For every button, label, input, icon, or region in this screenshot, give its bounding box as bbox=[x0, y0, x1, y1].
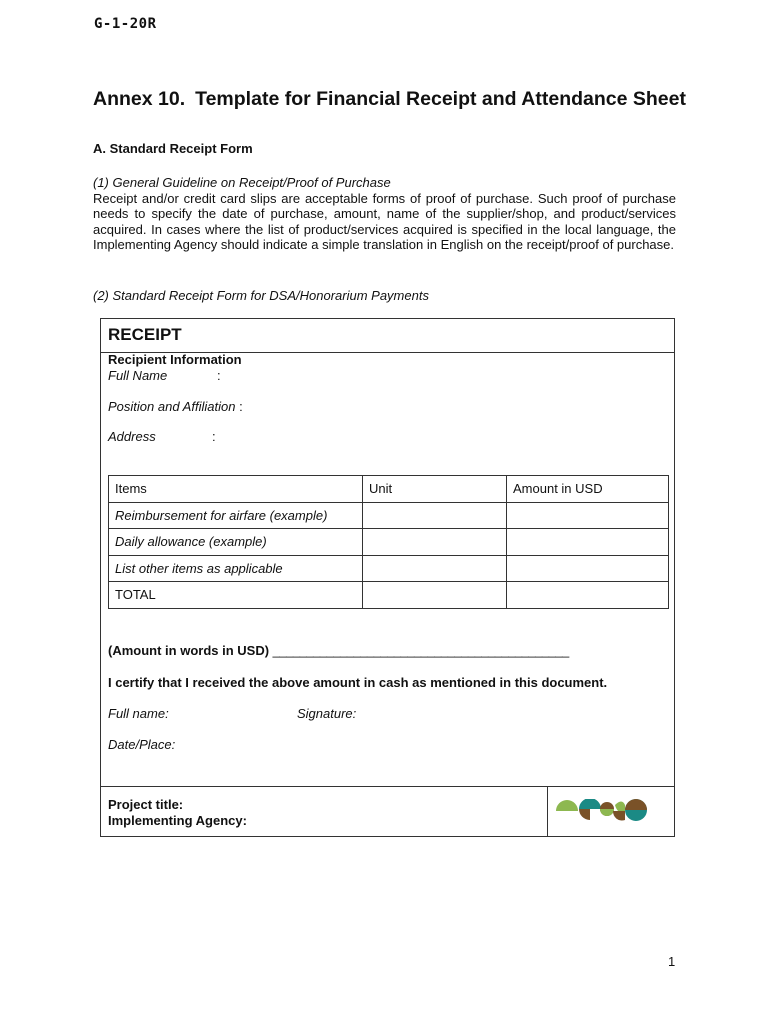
header-unit: Unit bbox=[363, 476, 507, 503]
annex-number: Annex 10. bbox=[93, 88, 186, 110]
row-daily-item: Daily allowance (example) bbox=[109, 529, 363, 556]
full-name-signature-label: Full name: bbox=[108, 706, 169, 721]
address-colon: : bbox=[212, 429, 216, 444]
table-header-row bbox=[109, 476, 669, 503]
total-amount[interactable] bbox=[507, 582, 669, 609]
table-row bbox=[109, 529, 669, 556]
standard-form-heading: (2) Standard Receipt Form for DSA/Honorarium Payments bbox=[93, 288, 429, 303]
receipt-title-row bbox=[101, 319, 674, 353]
row-other-item: List other items as applicable bbox=[109, 555, 363, 582]
row-airfare-amount[interactable] bbox=[507, 502, 669, 529]
full-name-colon: : bbox=[217, 368, 221, 383]
position-colon: : bbox=[239, 399, 243, 414]
certification-statement: I certify that I received the above amount in cash as mentioned in this document. bbox=[108, 675, 608, 690]
receipt-form bbox=[100, 318, 675, 837]
total-unit[interactable] bbox=[363, 582, 507, 609]
organization-logo-icon bbox=[554, 799, 650, 825]
amount-words-line: ____________________________________________ bbox=[272, 643, 569, 658]
address-label: Address bbox=[108, 429, 156, 444]
position-label: Position and Affiliation bbox=[108, 399, 236, 414]
table-row bbox=[109, 502, 669, 529]
amount-words-label: (Amount in words in USD) bbox=[108, 643, 270, 658]
header-amount: Amount in USD bbox=[507, 476, 669, 503]
header-items: Items bbox=[109, 476, 363, 503]
guideline-heading: (1) General Guideline on Receipt/Proof of Purchase bbox=[93, 175, 391, 190]
receipt-title: RECEIPT bbox=[108, 325, 182, 344]
row-daily-unit[interactable] bbox=[363, 529, 507, 556]
row-other-unit[interactable] bbox=[363, 555, 507, 582]
project-info bbox=[108, 797, 247, 829]
table-total-row bbox=[109, 582, 669, 609]
full-name-field bbox=[108, 368, 221, 383]
section-a-heading: A. Standard Receipt Form bbox=[93, 141, 253, 156]
row-airfare-unit[interactable] bbox=[363, 502, 507, 529]
document-code: G-1-20R bbox=[94, 16, 157, 32]
full-name-label: Full Name bbox=[108, 368, 168, 383]
page-number: 1 bbox=[668, 954, 676, 969]
position-field bbox=[108, 399, 243, 414]
amount-in-words bbox=[108, 643, 569, 658]
row-other-amount[interactable] bbox=[507, 555, 669, 582]
logo-cell bbox=[547, 787, 676, 837]
annex-title bbox=[93, 88, 686, 111]
signature-label: Signature: bbox=[297, 706, 357, 721]
guideline-body: Receipt and/or credit card slips are acceptable forms of proof of purchase. Such proof of purchase needs to specify the date of purchase, amount, name of the supplier/shop, and product/services acquired. In cases where the list of product/services acquired is specified in the local language, the Implementing Agency should indicate a simple translation in English on the receipt/proof of purchase. bbox=[93, 191, 676, 252]
receipt-footer-row bbox=[101, 786, 674, 837]
row-airfare-item: Reimbursement for airfare (example) bbox=[109, 502, 363, 529]
recipient-info-heading: Recipient Information bbox=[108, 352, 242, 367]
annex-title-text: Template for Financial Receipt and Attendance Sheet bbox=[195, 88, 686, 110]
date-place-label: Date/Place: bbox=[108, 737, 176, 752]
address-field bbox=[108, 429, 216, 444]
row-daily-amount[interactable] bbox=[507, 529, 669, 556]
implementing-agency-label: Implementing Agency: bbox=[108, 813, 247, 828]
total-label: TOTAL bbox=[109, 582, 363, 609]
items-table bbox=[108, 475, 669, 609]
table-row bbox=[109, 555, 669, 582]
project-title-label: Project title: bbox=[108, 797, 184, 812]
